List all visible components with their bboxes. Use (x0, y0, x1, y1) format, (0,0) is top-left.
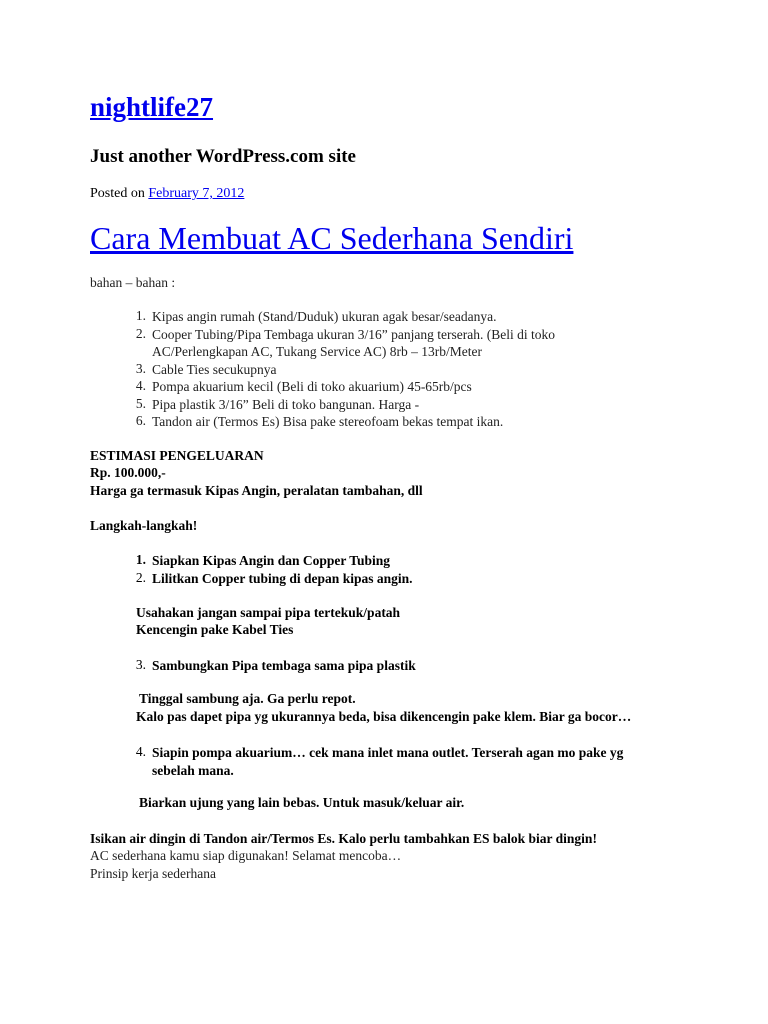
estimasi-heading: ESTIMASI PENGELUARAN (90, 448, 264, 463)
note-text: Kalo pas dapet pipa yg ukurannya beda, bisa dikencengin pake klem. Biar ga bocor… (136, 709, 632, 724)
list-text: sebelah mana. (152, 763, 234, 778)
list-text: Siapin pompa akuarium… cek mana inlet mana outlet. Terserah agan mo pake yg (152, 745, 624, 760)
note-text: Usahakan jangan sampai pipa tertekuk/patah (136, 605, 401, 620)
list-number: 3. (135, 657, 146, 672)
list-number: 1. (135, 552, 146, 567)
closing-text: Prinsip kerja sederhana (90, 866, 216, 881)
estimasi-amount: Rp. 100.000,- (90, 465, 166, 480)
list-text: Pipa plastik 3/16” Beli di toko bangunan. Harga - (152, 397, 420, 412)
bahan-label: bahan – bahan : (90, 275, 176, 290)
site-description: Just another WordPress.com site (90, 146, 356, 167)
list-number: 1. (135, 308, 146, 323)
post-title (90, 220, 573, 257)
list-text: Kipas angin rumah (Stand/Duduk) ukuran agak besar/seadanya. (152, 309, 497, 324)
list-number: 2. (135, 570, 146, 585)
list-number: 2. (135, 326, 146, 341)
site-title-link[interactable]: nightlife27 (90, 92, 214, 122)
estimasi-note: Harga ga termasuk Kipas Angin, peralatan tambahan, dll (90, 483, 423, 498)
note-text: Biarkan ujung yang lain bebas. Untuk masuk/keluar air. (139, 795, 465, 810)
list-text: Pompa akuarium kecil (Beli di toko akuarium) 45-65rb/pcs (152, 379, 472, 394)
list-text: Siapkan Kipas Angin dan Copper Tubing (152, 553, 391, 568)
list-number: 5. (135, 396, 146, 411)
list-text: AC/Perlengkapan AC, Tukang Service AC) 8rb – 13rb/Meter (152, 344, 482, 359)
langkah-label: Langkah-langkah! (90, 518, 198, 533)
list-text: Tandon air (Termos Es) Bisa pake stereofoam bekas tempat ikan. (152, 414, 504, 429)
closing-text: AC sederhana kamu siap digunakan! Selamat mencoba… (90, 848, 402, 863)
list-number: 3. (135, 361, 146, 376)
posted-on (90, 186, 244, 202)
closing-bold: Isikan air dingin di Tandon air/Termos Es. Kalo perlu tambahkan ES balok biar dingin! (90, 831, 597, 846)
list-text: Sambungkan Pipa tembaga sama pipa plastik (152, 658, 416, 673)
list-number: 4. (135, 378, 146, 393)
list-text: Cooper Tubing/Pipa Tembaga ukuran 3/16” panjang terserah. (Beli di toko (152, 327, 555, 342)
post-title-link[interactable]: Cara Membuat AC Sederhana Sendiri (90, 220, 574, 256)
list-number: 4. (135, 744, 146, 759)
list-number: 6. (135, 413, 146, 428)
list-text: Lilitkan Copper tubing di depan kipas angin. (152, 571, 413, 586)
list-text: Cable Ties secukupnya (152, 362, 277, 377)
site-title (90, 92, 213, 123)
note-text: Tinggal sambung aja. Ga perlu repot. (139, 691, 356, 706)
post-date-link[interactable]: February 7, 2012 (148, 186, 245, 201)
posted-on-label: Posted on (90, 186, 149, 201)
note-text: Kencengin pake Kabel Ties (136, 622, 294, 637)
